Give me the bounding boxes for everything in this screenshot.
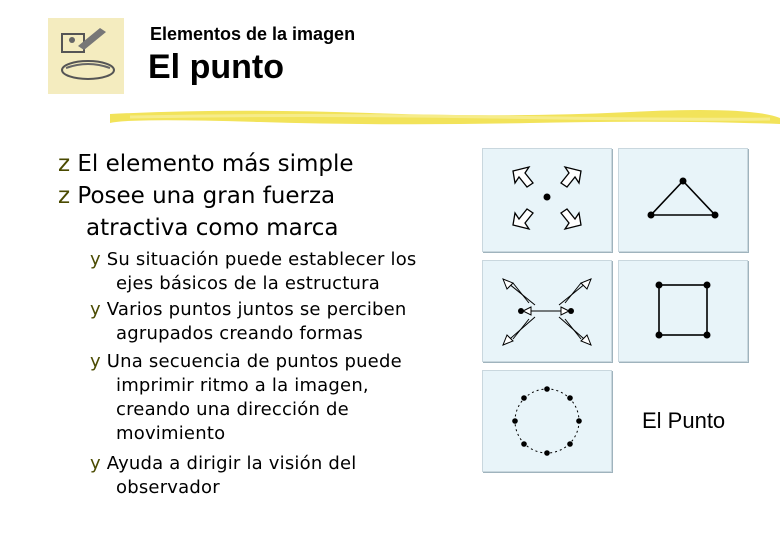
yellow-rule-divider xyxy=(110,106,780,128)
slide-title: El punto xyxy=(148,48,284,86)
bullet-text: imprimir ritmo a la imagen, xyxy=(116,375,369,396)
bullet-text: ejes básicos de la estructura xyxy=(116,273,380,294)
bullet-level2-continuation xyxy=(116,422,225,446)
figure-panel-arrows xyxy=(482,260,612,362)
bullet-text: agrupados creando formas xyxy=(116,323,364,344)
bullet-text: Una secuencia de puntos puede xyxy=(106,351,402,372)
bullet-level2 xyxy=(90,350,402,374)
figure-panel-circle xyxy=(482,370,612,472)
figure-panel-point-tension xyxy=(482,148,612,252)
logo-icon xyxy=(48,18,124,94)
bullet-marker-icon: y xyxy=(90,351,101,372)
bullet-marker-icon: y xyxy=(90,249,101,270)
bullet-marker-icon: z xyxy=(58,183,71,209)
bullet-level2 xyxy=(90,248,417,272)
figure-panel-square xyxy=(618,260,748,362)
bullet-text: observador xyxy=(116,477,220,498)
figure-caption: El Punto xyxy=(642,408,726,433)
slide-subtitle: Elementos de la imagen xyxy=(150,24,356,44)
bullet-text: atractiva como marca xyxy=(86,215,339,241)
bullet-level2-continuation xyxy=(116,272,380,296)
bullet-text: creando una dirección de xyxy=(116,399,349,420)
bullet-level1 xyxy=(58,148,354,180)
bullet-text: El elemento más simple xyxy=(77,151,354,177)
figure-panel-triangle xyxy=(618,148,748,252)
bullet-marker-icon: y xyxy=(90,299,101,320)
bullet-text: Varios puntos juntos se perciben xyxy=(106,299,407,320)
bullet-text: Ayuda a dirigir la visión del xyxy=(106,453,357,474)
bullet-level2 xyxy=(90,452,356,476)
bullet-level1-continuation xyxy=(86,212,338,244)
bullet-marker-icon: z xyxy=(58,151,71,177)
bullet-level2-continuation xyxy=(116,322,363,346)
bullet-level2 xyxy=(90,298,407,322)
bullet-text: Su situación puede establecer los xyxy=(106,249,417,270)
bullet-level2-continuation xyxy=(116,374,369,398)
bullet-text: Posee una gran fuerza xyxy=(77,183,336,209)
bullet-level2-continuation xyxy=(116,398,349,422)
bullet-level1 xyxy=(58,180,335,212)
bullet-marker-icon: y xyxy=(90,453,101,474)
bullet-level2-continuation xyxy=(116,476,220,500)
bullet-text: movimiento xyxy=(116,423,226,444)
